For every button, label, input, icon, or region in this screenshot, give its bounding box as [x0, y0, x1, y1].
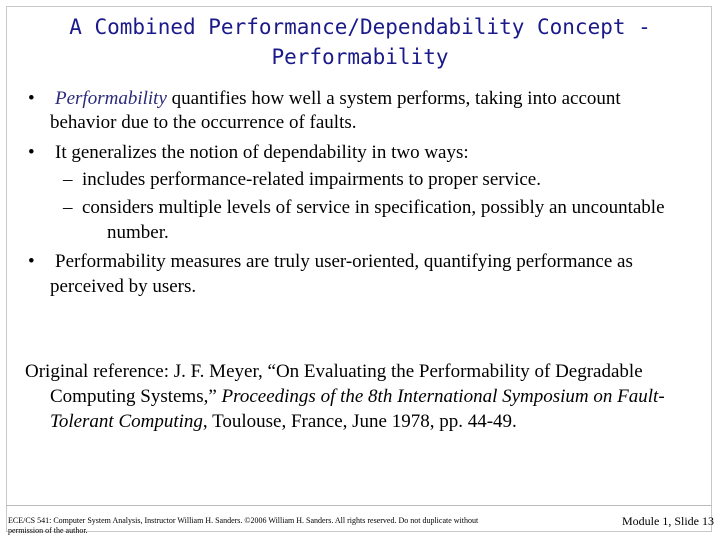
sub-bullet-dash: –: [63, 197, 73, 218]
reference-line2: [50, 384, 665, 409]
reference-proceedings: Proceedings of the 8th International Symposium on Fault-: [221, 386, 665, 407]
footer-copyright: [8, 516, 568, 536]
bullet-1-line2: behavior due to the occurrence of faults.: [50, 112, 357, 133]
bullet-marker: •: [28, 88, 35, 109]
performability-term: Performability: [55, 88, 167, 109]
bullet-2-line1: It generalizes the notion of dependability in two ways:: [55, 142, 469, 163]
sub-bullet-2-line1: considers multiple levels of service in specification, possibly an uncountable: [82, 197, 665, 218]
bullet-marker: •: [28, 142, 35, 163]
bullet-1-line1: [55, 87, 621, 111]
reference-proceedings: Tolerant Computing: [50, 411, 203, 432]
reference-text: Computing Systems,”: [50, 386, 222, 407]
bullet-1-text: quantifies how well a system performs, taking into account: [166, 88, 621, 109]
reference-text: , Toulouse, France, June 1978, pp. 44-49.: [202, 411, 517, 432]
slide-number: Module 1, Slide 13: [622, 514, 714, 528]
slide-title-line1: A Combined Performance/Dependability Concept -: [69, 15, 651, 39]
sub-bullet-2-line2: number.: [107, 222, 169, 243]
sub-bullet-1: includes performance-related impairments to proper service.: [82, 169, 541, 190]
footer-copyright-line1: ECE/CS 541: Computer System Analysis, Instructor William H. Sanders. ©2006 William H. Sanders. All rights reserved. Do not duplicate without: [8, 516, 479, 525]
reference-line3: [50, 409, 517, 434]
bullet-marker: •: [28, 251, 35, 272]
bullet-3-line2: perceived by users.: [50, 276, 197, 297]
sub-bullet-dash: –: [63, 169, 73, 190]
bullet-3-line1: Performability measures are truly user-oriented, quantifying performance as: [55, 251, 633, 272]
footer-divider: [6, 505, 712, 506]
slide-title-line2: Performability: [271, 45, 449, 69]
footer-copyright-line2: permission of the author.: [8, 526, 88, 535]
reference-line1: Original reference: J. F. Meyer, “On Evaluating the Performability of Degradable: [25, 361, 643, 382]
